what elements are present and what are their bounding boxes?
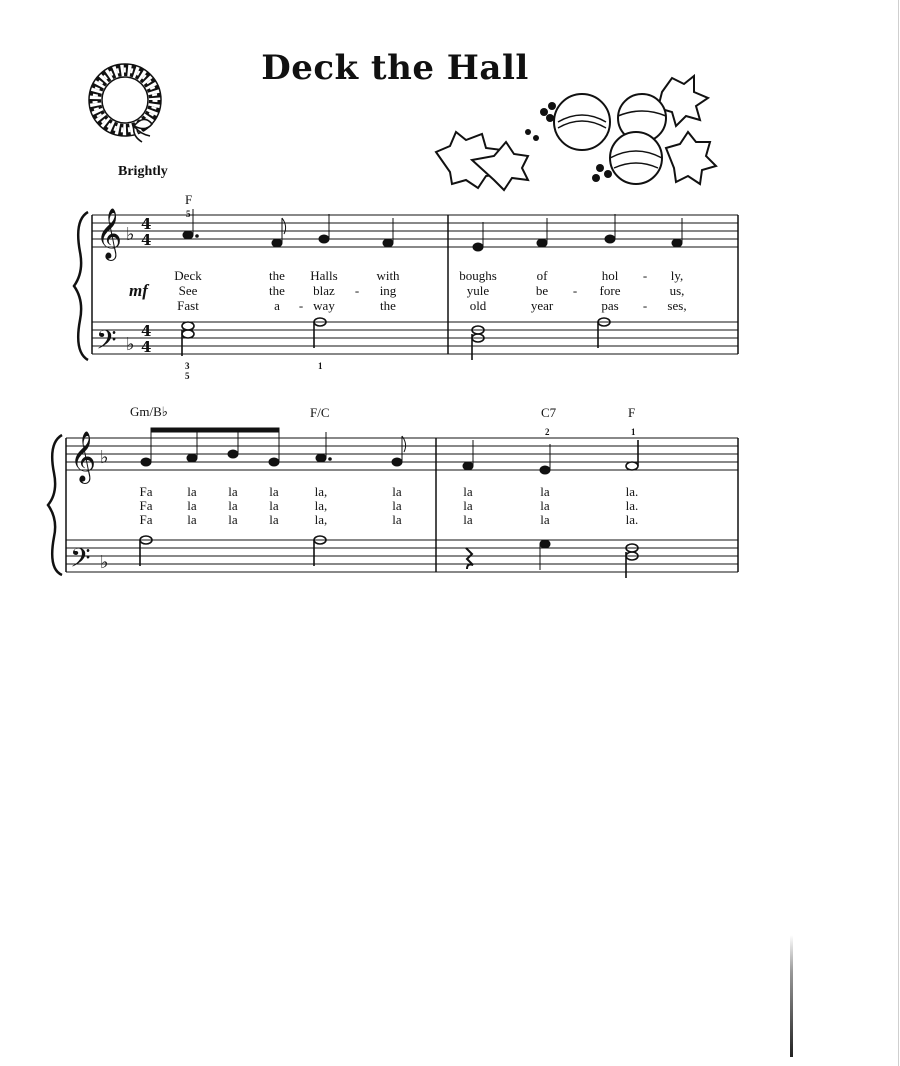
svg-text:𝄞: 𝄞 [70, 431, 97, 482]
lyric-syllable: la [187, 498, 197, 513]
lyric-syllable: la. [625, 512, 639, 527]
fingering-number: 5 [185, 371, 190, 381]
lyric-syllable: us, [669, 283, 685, 298]
lyric-syllable: la. [625, 498, 639, 513]
lyric-syllable: la [269, 512, 279, 527]
dynamic-marking: mf [129, 281, 148, 300]
lyric-syllable: la [392, 498, 402, 513]
lyric-syllable: la [187, 484, 197, 499]
lyric-syllable: Fa [139, 484, 153, 499]
lyric-syllable: la, [314, 484, 328, 499]
lyric-syllable: blaz [313, 283, 335, 298]
lyric-syllable: la [463, 512, 473, 527]
chord-symbol: Gm/B♭ [130, 404, 168, 419]
fingering-number: 5 [186, 209, 191, 219]
lyric-syllable: old [469, 298, 487, 313]
lyric-syllable: pas [601, 298, 619, 313]
lyric-syllable: la [228, 512, 238, 527]
svg-text:𝄢: 𝄢 [70, 542, 91, 580]
song-title: Deck the Hall [261, 48, 529, 88]
flat-icon: ♭ [126, 224, 135, 245]
lyric-syllable: yule [466, 283, 490, 298]
lyric-syllable: be [535, 283, 549, 298]
lyric-syllable: - [572, 283, 578, 298]
chord-symbol: F [628, 405, 636, 420]
lyric-syllable: la [540, 484, 550, 499]
tempo-marking: Brightly [118, 164, 168, 179]
fingering-number: 1 [631, 427, 636, 437]
lyric-syllable: la, [314, 512, 328, 527]
lyric-syllable: Fast [177, 298, 199, 313]
lyric-syllable: la [463, 498, 473, 513]
lyric-syllable: la [540, 498, 550, 513]
svg-text:♭: ♭ [100, 447, 109, 468]
lyric-syllable: Fa [139, 512, 153, 527]
bass-clef-icon: 𝄢 [96, 324, 117, 362]
chord-symbol: F [185, 192, 193, 207]
svg-text:4: 4 [141, 215, 152, 233]
lyric-syllable: ses, [667, 298, 687, 313]
lyric-syllable: la [392, 512, 402, 527]
svg-text:4: 4 [141, 338, 152, 356]
lyric-syllable: la [187, 512, 197, 527]
lyric-syllable: Halls [310, 268, 338, 283]
lyric-syllable: la [392, 484, 402, 499]
lyric-syllable: la [269, 484, 279, 499]
lyric-syllable: with [376, 268, 400, 283]
fingering-number: 3 [185, 361, 190, 371]
lyric-syllable: la [463, 484, 473, 499]
lyric-syllable: la, [314, 498, 328, 513]
lyric-syllable: - [298, 298, 304, 313]
lyric-syllable: la [269, 498, 279, 513]
svg-text:♭: ♭ [126, 334, 135, 355]
lyric-syllable: - [642, 268, 648, 283]
svg-text:4: 4 [141, 322, 152, 340]
lyric-syllable: - [642, 298, 648, 313]
fingering-number: 1 [318, 361, 323, 371]
lyric-syllable: the [380, 298, 396, 313]
lyric-syllable: fore [599, 283, 621, 298]
lyric-syllable: of [536, 268, 548, 283]
lyric-syllable: ing [379, 283, 397, 298]
lyric-syllable: Fa [139, 498, 153, 513]
lyric-syllable: a [274, 298, 280, 313]
fingering-number: 2 [545, 427, 550, 437]
lyric-syllable: la [540, 512, 550, 527]
lyric-syllable: ly, [670, 268, 684, 283]
lyric-syllable: the [269, 268, 285, 283]
chord-symbol: C7 [541, 405, 557, 420]
lyric-syllable: way [313, 298, 335, 313]
svg-text:♭: ♭ [100, 552, 109, 573]
treble-clef-icon: 𝄞 [96, 208, 123, 259]
lyric-syllable: hol [601, 268, 619, 283]
lyric-syllable: year [530, 298, 554, 313]
lyric-syllable: - [354, 283, 360, 298]
svg-text:4: 4 [141, 231, 152, 249]
lyric-syllable: la. [625, 484, 639, 499]
lyric-syllable: Deck [174, 268, 202, 283]
lyric-syllable: See [178, 283, 198, 298]
lyric-syllable: la [228, 484, 238, 499]
lyric-syllable: la [228, 498, 238, 513]
lyric-syllable: boughs [459, 268, 497, 283]
lyric-syllable: the [269, 283, 285, 298]
chord-symbol: F/C [310, 405, 330, 420]
